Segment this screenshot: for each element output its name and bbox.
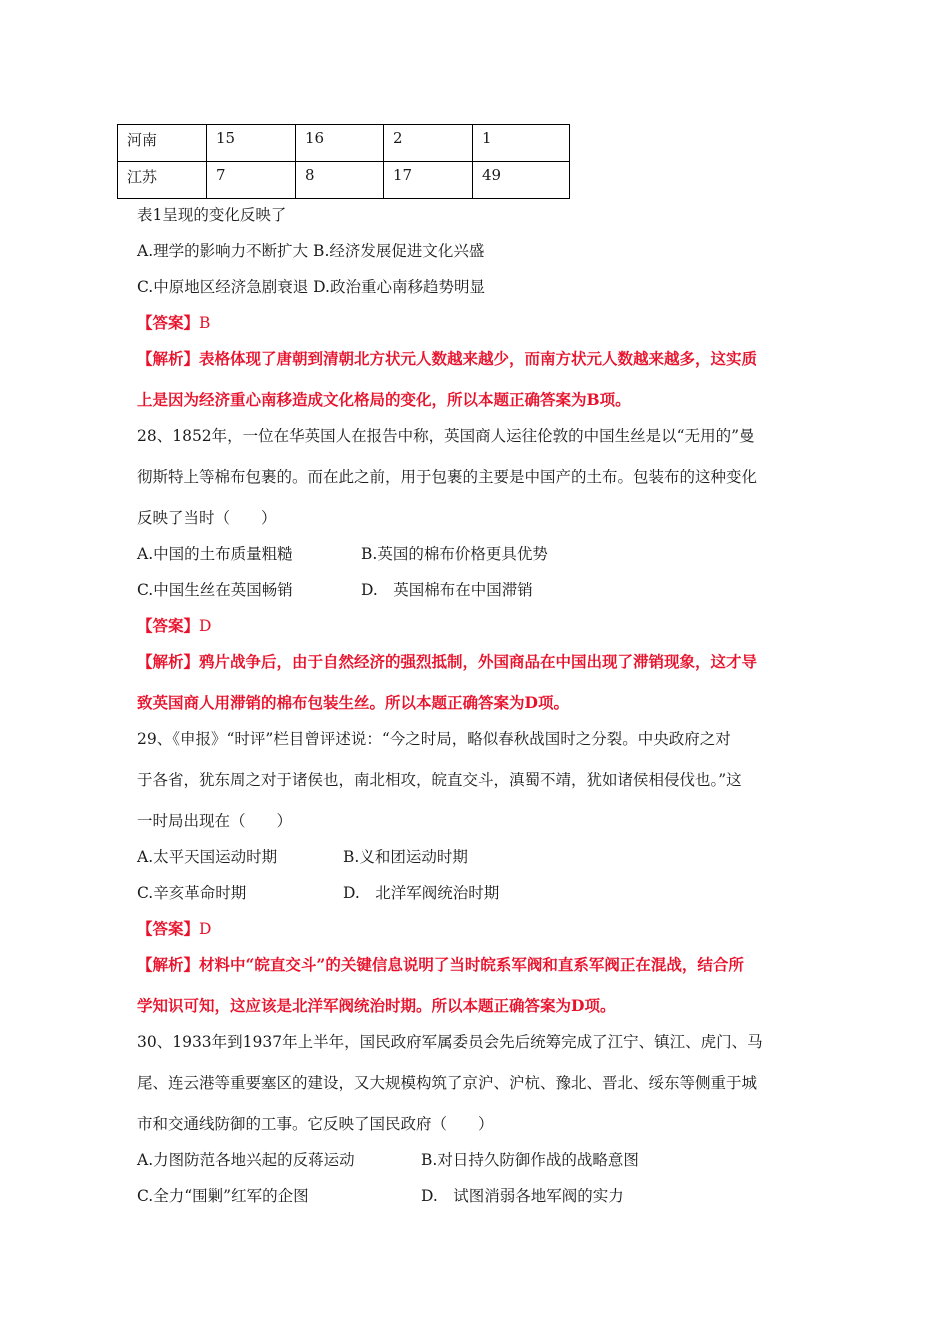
q28-stem-line3: 反映了当时（ ）	[137, 509, 277, 527]
answer-label: 【答案】	[137, 919, 200, 938]
table-cell: 1	[473, 125, 570, 162]
option-b: B.对日持久防御作战的战略意图	[421, 1151, 639, 1169]
option-d: D. 北洋军阀统治时期	[343, 884, 500, 902]
q30-stem-line2: 尾、连云港等重要塞区的建设，又大规模构筑了京沪、沪杭、豫北、晋北、绥东等侧重于城	[137, 1074, 758, 1092]
analysis-label: 【解析】	[137, 349, 200, 368]
answer-label: 【答案】	[137, 616, 200, 635]
q29-stem-line2: 于各省，犹东周之对于诸侯也，南北相攻，皖直交斗，滇蜀不靖，犹如诸侯相侵伐也。”这	[137, 771, 742, 789]
answer-value: B	[199, 314, 211, 332]
table-row	[118, 125, 570, 162]
q28-analysis-line2: 致英国商人用滞销的棉布包装生丝。所以本题正确答案为D项。	[137, 693, 569, 712]
option-d: D. 试图消弱各地军阀的实力	[421, 1187, 624, 1205]
table-cell: 河南	[118, 125, 207, 162]
q28-analysis-line1	[137, 652, 757, 672]
q29-answer	[137, 919, 211, 939]
q28-options-row1	[137, 544, 548, 564]
table-cell: 15	[207, 125, 296, 162]
q28-stem-line2: 彻斯特上等棉布包裹的。而在此之前，用于包裹的主要是中国产的土布。包装布的这种变化	[137, 468, 758, 486]
q29-stem-line3: 一时局出现在（ ）	[137, 812, 293, 830]
option-b: B.义和团运动时期	[343, 848, 468, 866]
table-cell: 2	[384, 125, 473, 162]
analysis-text: 表格体现了唐朝到清朝北方状元人数越来越少，而南方状元人数越来越多，这实质	[199, 349, 758, 368]
q27-options-line2: C.中原地区经济急剧衰退 D.政治重心南移趋势明显	[137, 278, 485, 296]
q29-options-row2	[137, 883, 500, 903]
table-cell: 7	[207, 162, 296, 199]
table-cell: 8	[296, 162, 384, 199]
table-row	[118, 162, 570, 199]
q28-answer	[137, 616, 211, 636]
table-cell: 江苏	[118, 162, 207, 199]
q29-options-row1	[137, 847, 468, 867]
q30-options-row2	[137, 1186, 624, 1206]
table-cell: 49	[473, 162, 570, 199]
option-c: C.全力“围剿”红军的企图	[137, 1187, 309, 1205]
q27-answer	[137, 313, 210, 333]
q29-stem-line1: 29、《申报》“时评”栏目曾评述说：“今之时局，略似春秋战国时之分裂。中央政府之对	[137, 730, 731, 748]
q27-options-line1: A.理学的影响力不断扩大 B.经济发展促进文化兴盛	[137, 242, 485, 260]
q27-analysis-line1	[137, 349, 757, 369]
option-b: B.英国的棉布价格更具优势	[361, 545, 548, 563]
answer-value: D	[199, 920, 212, 938]
province-table	[117, 124, 570, 199]
q28-options-row2	[137, 580, 533, 600]
analysis-label: 【解析】	[137, 955, 200, 974]
option-a: A.中国的土布质量粗糙	[137, 545, 293, 563]
option-a: A.力图防范各地兴起的反蒋运动	[137, 1151, 355, 1169]
table-cell: 17	[384, 162, 473, 199]
q28-stem-line1: 28、1852年，一位在华英国人在报告中称，英国商人运往伦敦的中国生丝是以“无用的”曼	[137, 427, 755, 445]
table-caption: 表1呈现的变化反映了	[137, 206, 287, 224]
q27-analysis-line2: 上是因为经济重心南移造成文化格局的变化，所以本题正确答案为B项。	[137, 390, 631, 409]
analysis-text: 材料中“皖直交斗”的关键信息说明了当时皖系军阀和直系军阀正在混战，结合所	[199, 955, 744, 974]
option-c: C.辛亥革命时期	[137, 884, 247, 902]
q30-stem-line3: 市和交通线防御的工事。它反映了国民政府（ ）	[137, 1115, 494, 1133]
analysis-label: 【解析】	[137, 652, 200, 671]
answer-label: 【答案】	[137, 313, 200, 332]
answer-value: D	[199, 617, 212, 635]
option-d: D. 英国棉布在中国滞销	[361, 581, 533, 599]
q29-analysis-line2: 学知识可知，这应该是北洋军阀统治时期。所以本题正确答案为D项。	[137, 996, 616, 1015]
q29-analysis-line1	[137, 955, 744, 975]
analysis-text: 鸦片战争后，由于自然经济的强烈抵制，外国商品在中国出现了滞销现象，这才导	[199, 652, 758, 671]
q30-options-row1	[137, 1150, 639, 1170]
option-c: C.中国生丝在英国畅销	[137, 581, 293, 599]
option-a: A.太平天国运动时期	[137, 848, 278, 866]
q30-stem-line1: 30、1933年到1937年上半年，国民政府军属委员会先后统筹完成了江宁、镇江、虎门、马	[137, 1033, 763, 1051]
table-cell: 16	[296, 125, 384, 162]
